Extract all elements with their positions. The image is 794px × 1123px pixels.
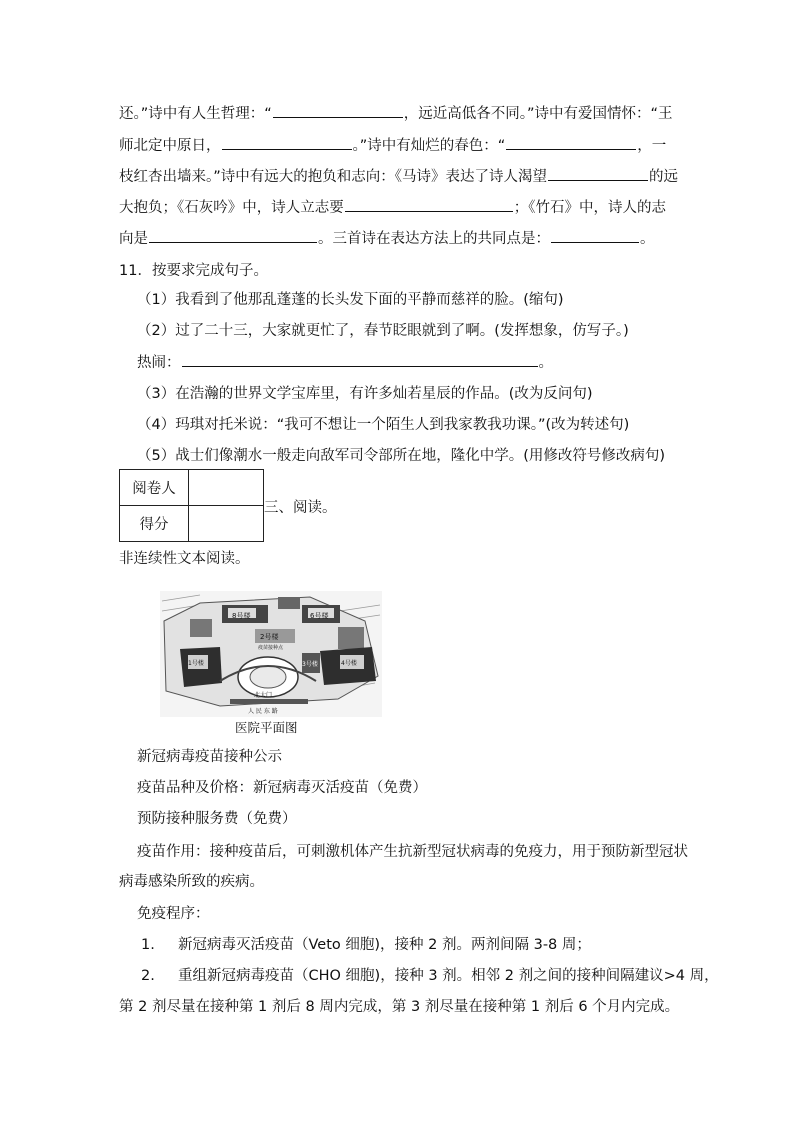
score-cell[interactable] xyxy=(189,506,264,542)
sentence-2-answer xyxy=(137,352,553,373)
notice-program: 免疫程序： xyxy=(137,906,210,922)
map-label-gate: 北大门 xyxy=(254,692,273,699)
map-label-site: 疫苗接种点 xyxy=(258,645,284,651)
item-2-text: 重组新冠病毒疫苗（CHO 细胞)，接种 3 剂。相邻 2 剂之间的接种间隔建议>4 周， xyxy=(178,968,719,984)
item-2-continued: 第 2 剂尽量在接种第 1 剂后 8 周内完成，第 3 剂尽量在接种第 1 剂后 6 个月内完成。 xyxy=(119,999,680,1015)
sentence-3: （3）在浩瀚的世界文学宝库里，有许多灿若星辰的作品。(改为反问句) xyxy=(137,386,593,402)
answer-blank[interactable] xyxy=(551,228,639,243)
notice-title: 新冠病毒疫苗接种公示 xyxy=(137,749,282,765)
map-label-3: 3号楼 xyxy=(302,661,318,668)
map-label-8: 8号楼 xyxy=(232,612,251,620)
map-label-6: 6号楼 xyxy=(310,612,329,620)
notice-effect-2: 病毒感染所致的疾病。 xyxy=(119,874,264,890)
answer-blank[interactable] xyxy=(149,228,317,243)
poem-text: 向是 xyxy=(119,231,148,247)
score-label: 得分 xyxy=(120,506,189,542)
poem-text: 师北定中原日， xyxy=(119,138,221,154)
poem-text: 还。”诗中有人生哲理：“ xyxy=(119,106,272,122)
poem-text: 的远 xyxy=(649,169,679,185)
question-11-title: 11．按要求完成句子。 xyxy=(119,263,268,279)
grader-label: 阅卷人 xyxy=(120,470,189,506)
map-label-2: 2号楼 xyxy=(260,633,279,641)
item-2-number: 2. xyxy=(141,968,155,984)
sentence-1: （1）我看到了他那乱蓬蓬的长头发下面的平静而慈祥的脸。(缩句) xyxy=(137,292,564,308)
reading-intro: 非连续性文本阅读。 xyxy=(119,551,250,567)
poem-line-3 xyxy=(119,166,678,187)
poem-text: ；《竹石》中，诗人的志 xyxy=(513,200,666,216)
hospital-map xyxy=(160,591,382,717)
sentence-4: （4）玛琪对托米说：“我可不想让一个陌生人到我家教我功课。”(改为转述句) xyxy=(137,417,630,433)
answer-blank[interactable] xyxy=(345,197,513,212)
poem-text: 。”诗中有灿烂的春色：“ xyxy=(352,138,506,154)
sentence-2: （2）过了二十三，大家就更忙了，春节眨眼就到了啊。(发挥想象，仿写子。) xyxy=(137,323,629,339)
map-caption: 医院平面图 xyxy=(235,720,298,735)
poem-text: 。 xyxy=(640,231,655,247)
answer-blank[interactable] xyxy=(182,352,538,367)
map-label-right: 4号楼 xyxy=(341,660,357,667)
poem-line-2 xyxy=(119,135,666,156)
section-3-heading: 三、阅读。 xyxy=(264,500,337,516)
answer-blank[interactable] xyxy=(222,135,352,150)
answer-blank[interactable] xyxy=(506,135,636,150)
notice-fee: 预防接种服务费（免费） xyxy=(137,811,297,827)
poem-line-5 xyxy=(119,228,655,249)
answer-blank[interactable] xyxy=(548,166,648,181)
notice-variety: 疫苗品种及价格：新冠病毒灭活疫苗（免费） xyxy=(137,780,427,796)
poem-text: 。三首诗在表达方法上的共同点是： xyxy=(318,231,550,247)
map-label-road: 人 民 东 路 xyxy=(248,708,278,715)
score-table xyxy=(119,469,264,542)
poem-text: 枝红杏出墙来。”诗中有远大的抱负和志向：《马诗》表达了诗人渴望 xyxy=(119,169,548,185)
grader-cell[interactable] xyxy=(189,470,264,506)
item-1-text: 新冠病毒灭活疫苗（Veto 细胞)，接种 2 剂。两剂间隔 3-8 周； xyxy=(178,937,591,953)
poem-text: ，远近高低各不同。”诗中有爱国情怀：“王 xyxy=(403,106,673,122)
answer-label: 热闹： xyxy=(137,355,181,371)
notice-effect-1: 疫苗作用：接种疫苗后，可刺激机体产生抗新型冠状病毒的免疫力，用于预防新型冠状 xyxy=(137,844,688,860)
item-1-number: 1. xyxy=(141,937,155,953)
answer-end: 。 xyxy=(538,355,553,371)
map-label-left: 1号楼 xyxy=(188,660,204,667)
sentence-5: （5）战士们像潮水一般走向敌军司令部所在地，隆化中学。(用修改符号修改病句) xyxy=(137,448,666,464)
poem-text: 大抱负；《石灰吟》中，诗人立志要 xyxy=(119,200,344,216)
poem-text: ，一 xyxy=(637,138,667,154)
poem-line-4 xyxy=(119,197,666,218)
poem-line-1 xyxy=(119,103,673,124)
answer-blank[interactable] xyxy=(273,103,403,118)
